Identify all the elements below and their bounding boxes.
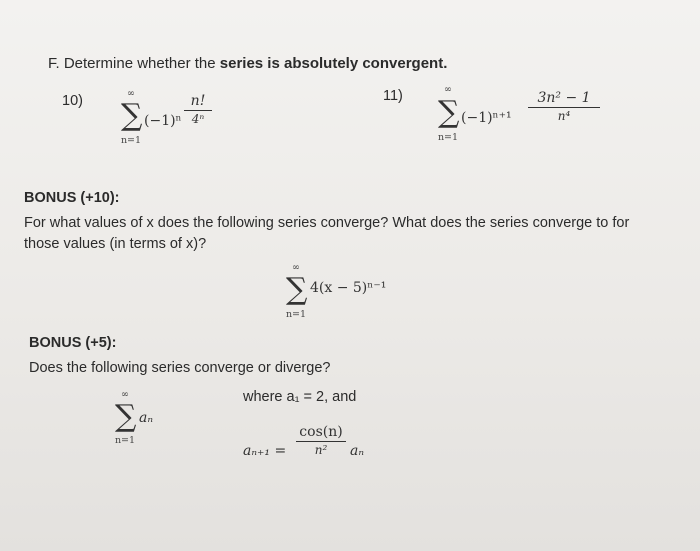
problem-11-upper-limit: ∞ <box>444 84 452 95</box>
bonus-10-lower-limit: n=1 <box>285 309 307 320</box>
problem-11-denominator: n⁴ <box>557 109 571 123</box>
problem-10-fraction <box>184 93 212 126</box>
bonus-5-recursion-fraction <box>296 424 346 457</box>
bonus-10-title: BONUS (+10): <box>24 190 120 206</box>
problem-10-lower-limit: n=1 <box>120 135 142 146</box>
bonus-5-fraction-bar <box>296 441 346 442</box>
section-instruction-bold: series is absolutely convergent. <box>219 55 448 72</box>
bonus-10-term: 4(x − 5)ⁿ⁻¹ <box>310 280 387 296</box>
bonus-10-sigma: ∑ <box>286 272 308 307</box>
problem-10-term: (−1)ⁿ <box>144 113 182 129</box>
bonus-5-question: Does the following series converge or diverge? <box>29 360 331 376</box>
problem-10-number: 10) <box>62 93 83 109</box>
problem-11-term: (−1)ⁿ⁺¹ <box>461 110 512 126</box>
bonus-10-upper-limit: ∞ <box>292 262 300 273</box>
bonus-5-term: aₙ <box>139 410 154 426</box>
problem-10-denominator: 4ⁿ <box>191 112 205 126</box>
bonus-5-title: BONUS (+5): <box>29 335 117 351</box>
bonus-5-denominator: n² <box>314 443 328 457</box>
problem-10-upper-limit: ∞ <box>127 88 135 99</box>
bonus-5-sigma: ∑ <box>115 399 137 434</box>
problem-10-sigma: ∑ <box>121 98 143 133</box>
problem-11-fraction <box>528 90 600 123</box>
bonus-5-upper-limit: ∞ <box>121 389 129 400</box>
problem-10-fraction-bar <box>184 110 212 111</box>
bonus-10-question-line1: For what values of x does the following series converge? What does the series converge to for <box>24 215 630 231</box>
section-label: F. <box>48 55 60 72</box>
problem-11-fraction-bar <box>528 107 600 108</box>
bonus-5-recursion-lhs: aₙ₊₁ = <box>243 443 287 459</box>
bonus-5-lower-limit: n=1 <box>114 435 136 446</box>
problem-11-sigma: ∑ <box>438 95 460 130</box>
bonus-10-question-line2: those values (in terms of x)? <box>24 236 207 252</box>
section-heading <box>48 55 447 72</box>
problem-11-number: 11) <box>383 88 403 104</box>
section-instruction: Determine whether the <box>63 55 220 72</box>
problem-10-numerator: n! <box>190 93 206 109</box>
bonus-5-where-text: where a₁ = 2, and <box>243 389 357 405</box>
bonus-5-numerator: cos(n) <box>299 424 343 440</box>
problem-11-numerator: 3n² − 1 <box>537 90 591 106</box>
bonus-5-recursion-rhs: aₙ <box>350 443 365 459</box>
problem-11-lower-limit: n=1 <box>437 132 459 143</box>
